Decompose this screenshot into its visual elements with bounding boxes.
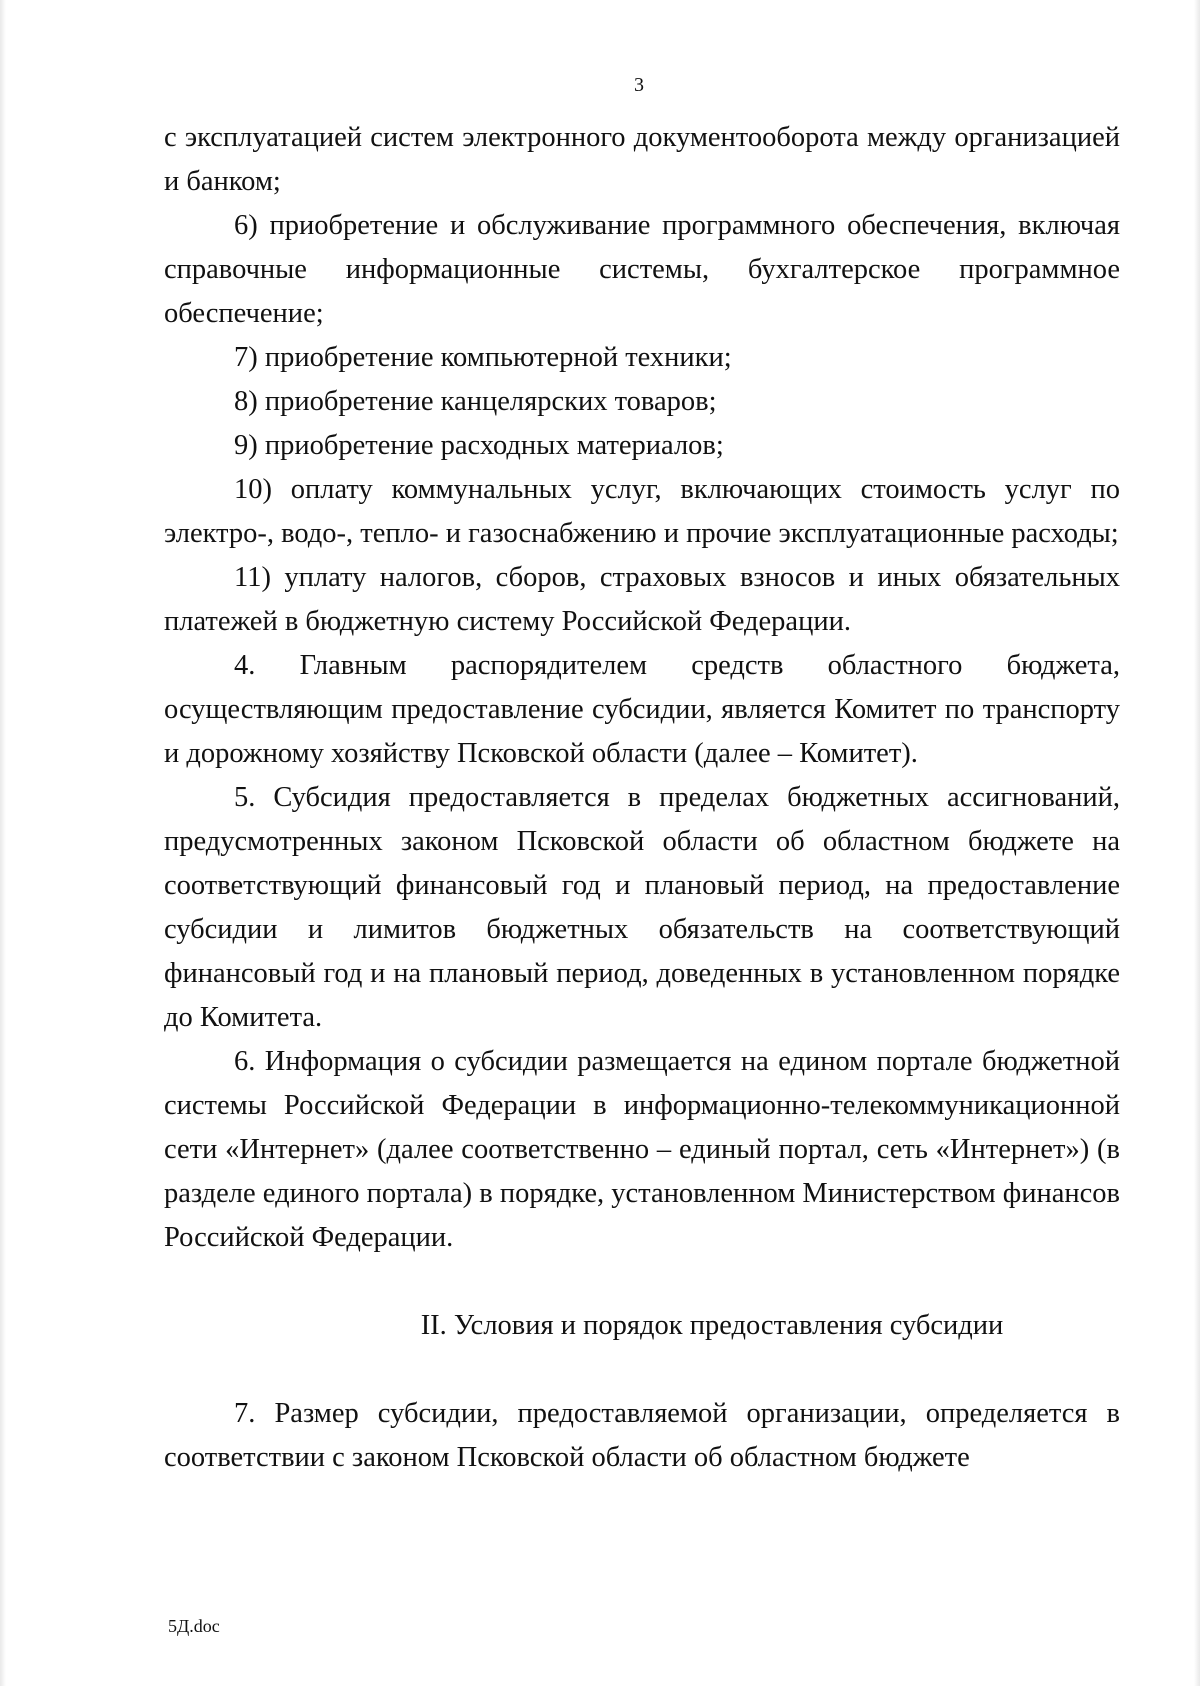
paragraph-continuation: с эксплуатацией систем электронного документооборота между организацией и банком; [164, 122, 1120, 197]
section-heading: II. Условия и порядок предоставления субсидии [420, 1310, 1004, 1341]
clause-7: 7. Размер субсидии, предоставляемой организации, определяется в соответствии с законом Псковской области об областном бюджете [164, 1398, 1120, 1473]
list-item-7: 7) приобретение компьютерной техники; [234, 342, 732, 373]
clause-6: 6. Информация о субсидии размещается на едином портале бюджетной системы Российской Федерации в информационно-телекоммуникационной сети «Интернет» (далее соответственно – единый портал, сеть «Интернет») (в разделе единого портала) в порядке, установленном Министерством финансов Российской Федерации. [164, 1046, 1120, 1253]
list-item-10: 10) оплату коммунальных услуг, включающих стоимость услуг по электро-, водо-, тепло- и газоснабжению и прочие эксплуатационные расходы; [164, 474, 1120, 549]
page-number: 3 [634, 74, 644, 96]
list-item-8: 8) приобретение канцелярских товаров; [234, 386, 717, 417]
scan-edge-left [0, 0, 6, 1686]
scan-edge-right [1194, 0, 1200, 1686]
list-item-11: 11) уплату налогов, сборов, страховых взносов и иных обязательных платежей в бюджетную систему Российской Федерации. [164, 562, 1120, 637]
document-body [164, 116, 1120, 1480]
clause-5: 5. Субсидия предоставляется в пределах бюджетных ассигнований, предусмотренных законом Псковской области об областном бюджете на соответствующий финансовый год и плановый период, на предоставление субсидии и лимитов бюджетных обязательств на соответствующий финансовый год и на плановый период, доведенных в установленном порядке до Комитета. [164, 782, 1120, 1033]
clause-4: 4. Главным распорядителем средств областного бюджета, осуществляющим предоставление субсидии, является Комитет по транспорту и дорожному хозяйству Псковской области (далее – Комитет). [164, 650, 1120, 769]
list-item-6: 6) приобретение и обслуживание программного обеспечения, включая справочные информационные системы, бухгалтерское программное обеспечение; [164, 210, 1120, 329]
list-item-9: 9) приобретение расходных материалов; [234, 430, 724, 461]
footer-filename: 5Д.doc [168, 1616, 220, 1636]
